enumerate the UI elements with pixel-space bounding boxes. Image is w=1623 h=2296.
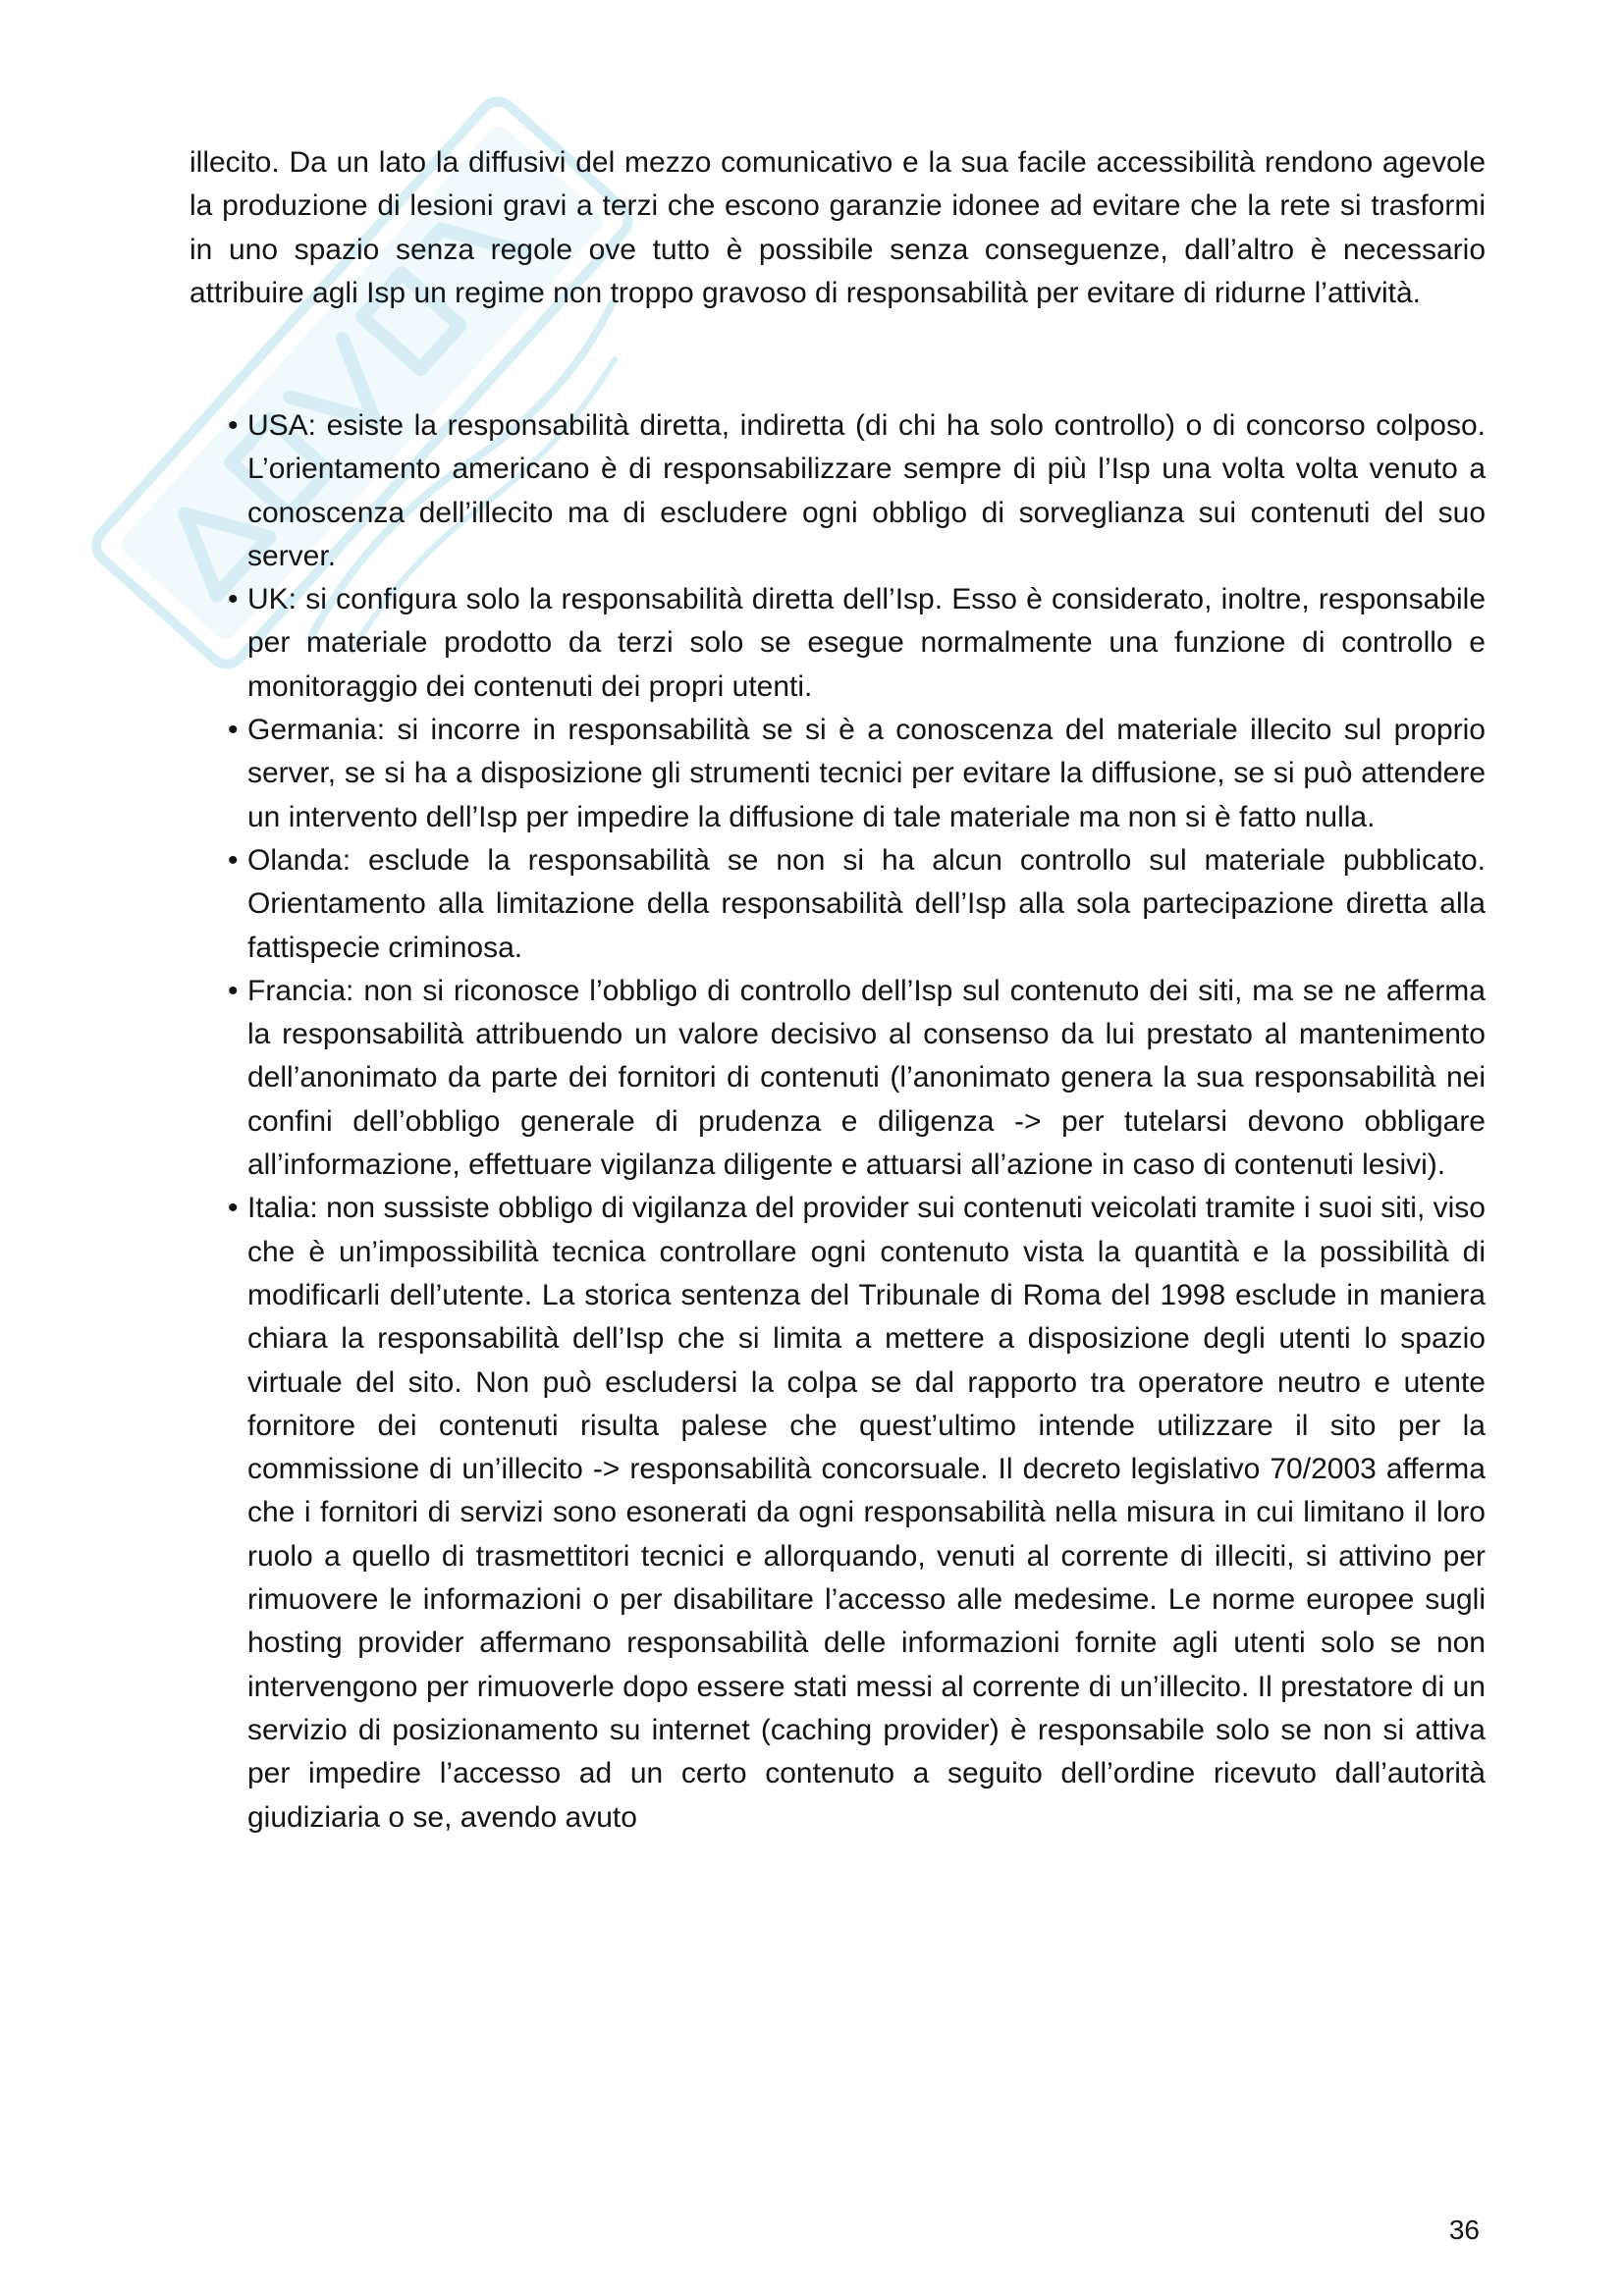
list-item-olanda: [189, 839, 1486, 970]
list-item-text: Italia: non sussiste obbligo di vigilanza del provider sui contenuti veicolati tramite i suoi siti, viso che è un’impossibilità tecnica controllare ogni contenuto vista la quantità e la possibilità di modificarli dell’utente. La storica sentenza del Tribunale di Roma del 1998 esclude in maniera chiara la responsabilità dell’Isp che si limita a mettere a disposizione degli utenti lo spazio virtuale del sito. Non può escludersi la colpa se dal rapporto tra operatore neutro e utente fornitore dei contenuti risulta palese che quest’ultimo intende utilizzare il sito per la commissione di un’illecito -> responsabilità concorsuale. Il decreto legislativo 70/2003 afferma che i fornitori di servizi sono esonerati da ogni responsabilità nella misura in cui limitano il loro ruolo a quello di trasmettitori tecnici e allorquando, venuti al corrente di illeciti, si attivino per rimuovere le informazioni o per disabilitare l’accesso alle medesime. Le norme europee sugli hosting provider affermano responsabilità delle informazioni fornite agli utenti solo se non intervengono per rimuoverle dopo essere stati messi al corrente di un’illecito. Il prestatore di un servizio di posizionamento su internet (caching provider) è responsabile solo se non si attiva per impedire l’accesso ad un certo contenuto a seguito dell’ordine ricevuto dall’autorità giudiziaria o se, avendo avuto: [247, 1192, 1486, 1834]
list-item-usa: [189, 404, 1486, 578]
list-item-uk: [189, 578, 1486, 709]
bullet-icon: •: [228, 409, 239, 442]
list-item-text: Francia: non si riconosce l’obbligo di controllo dell’Isp sul contenuto dei siti, ma se ne afferma la responsabilità attribuendo un valore decisivo al consenso da lui prestato al mantenimento dell’anonimato da parte dei fornitori di contenuti (l’anonimato genera la sua responsabilità nei confini dell’obbligo generale di prudenza e diligenza -> per tutelarsi devono obbligare all’informazione, effettuare vigilanza diligente e attuarsi all’azione in caso di contenuti lesivi).: [247, 974, 1486, 1182]
bullet-icon: •: [228, 843, 239, 877]
list-item-text: Germania: si incorre in responsabilità se si è a conoscenza del materiale illecito sul proprio server, se si ha a disposizione gli strumenti tecnici per evitare la diffusione, se si può attendere un intervento dell’Isp per impedire la diffusione di tale materiale ma non si è fatto nulla.: [247, 714, 1486, 833]
list-item-text: UK: si configura solo la responsabilità diretta dell’Isp. Esso è considerato, inoltre, responsabile per materiale prodotto da terzi solo se esegue normalmente una funzione di controllo e monitoraggio dei contenuti dei propri utenti.: [247, 583, 1486, 703]
bullet-icon: •: [228, 583, 239, 616]
bullet-icon: •: [228, 974, 239, 1007]
list-item-italia: [189, 1187, 1486, 1839]
list-item-text: Olanda: esclude la responsabilità se non si ha alcun controllo sul materiale pubblicato. Orientamento alla limitazione della responsabilità dell’Isp alla sola partecipazione diretta alla fattispecie criminosa.: [247, 843, 1486, 964]
country-responsibility-list: [189, 404, 1486, 1840]
list-item-francia: [189, 970, 1486, 1187]
bullet-icon: •: [228, 1192, 239, 1225]
list-item-germania: [189, 709, 1486, 839]
list-item-text: USA: esiste la responsabilità diretta, indiretta (di chi ha solo controllo) o di concorso colposo. L’orientamento americano è di responsabilizzare sempre di più l’Isp una volta volta venuto a conoscenza dell’illecito ma di escludere ogni obbligo di sorveglianza sui contenuti del suo server.: [247, 409, 1486, 572]
bullet-icon: •: [228, 714, 239, 747]
page-number: 36: [1448, 2215, 1480, 2245]
intro-paragraph: illecito. Da un lato la diffusivi del mezzo comunicativo e la sua facile accessibilità rendono agevole la produzione di lesioni gravi a terzi che escono garanzie idonee ad evitare che la rete si trasformi in uno spazio senza regole ove tutto è possibile senza conseguenze, dall’altro è necessario attribuire agli Isp un regime non troppo gravoso di responsabilità per evitare di ridurne l’attività.: [189, 146, 1486, 309]
